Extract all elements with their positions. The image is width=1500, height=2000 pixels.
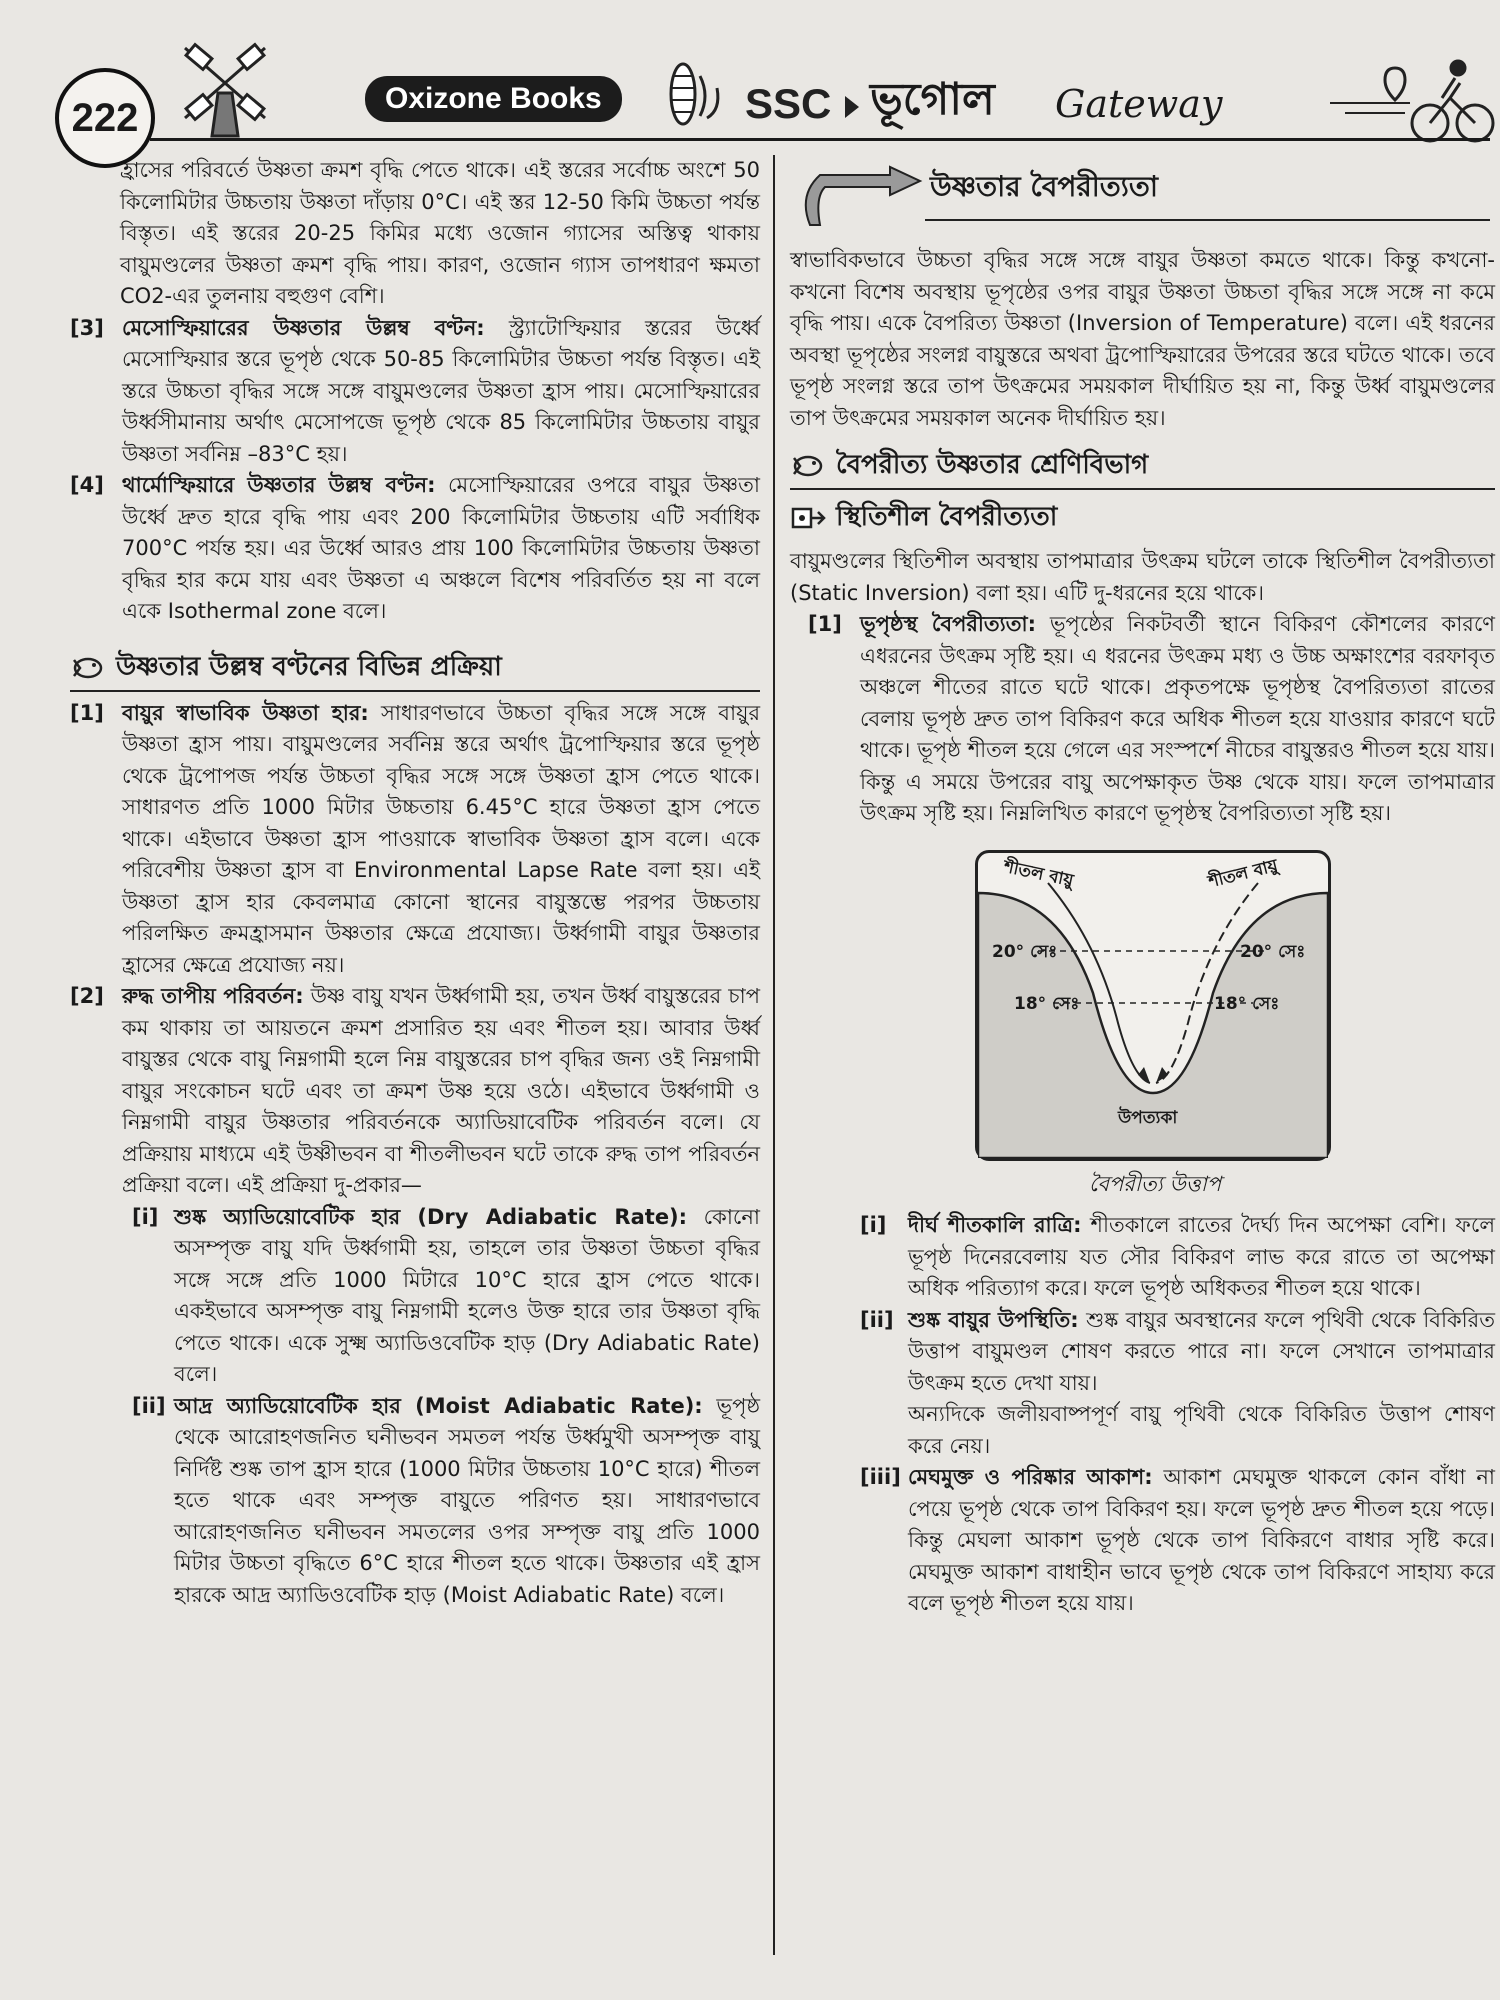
fish-icon [70,650,106,686]
sub-item-title: দীর্ঘ শীতকালি রাত্রি: [908,1213,1082,1237]
item-text: সাধারণভাবে উচ্চতা বৃদ্ধির সঙ্গে সঙ্গে বায়ুর উষ্ণতা হ্রাস পায়। বায়ুমণ্ডলের সর্বনিম্ন স্তরে অর্থাৎ ট্রপোস্ফিয়ার স্তরে ভূপৃষ্ঠ থেকে ট্রপোপজ পর্যন্ত উচ্চতা বৃদ্ধির সঙ্গে সঙ্গে উষ্ণতা হ্রাস পেতে থাকে। সাধারণত প্রতি 1000 মিটার উচ্চতায় 6.45°C হারে উষ্ণতা হ্রাস পেতে থাকে। এইভাবে উষ্ণতা হ্রাস পাওয়াকে স্বাভাবিক উষ্ণতা হ্রাস বলে। একে পরিবেশীয় উষ্ণতা হ্রাস বা Environmental Lapse Rate বলা হয়। এই উষ্ণতা হ্রাস হার কেবলমাত্র কোনো স্থানের বায়ুস্তম্ভে পরপর উচ্চতায় পরিলক্ষিত ক্রমহ্রাসমান উষ্ণতার ক্ষেত্রে প্রযোজ্য। উর্ধ্বগামী বায়ুর উষ্ণতার হ্রাসের ক্ষেত্রে প্রযোজ্য নয়। [122,700,760,977]
header-rule [150,138,1490,141]
column-divider [773,155,775,1955]
subject-title: ভূগোল [870,74,995,125]
item-text: উষ্ণ বায়ু যখন উর্ধ্বগামী হয়, তখন উর্ধ্ব বায়ুস্তরের চাপ কম থাকায় তা আয়তনে ক্রমশ প্রসারিত হয় এবং শীতল হয়। আবার উর্ধ্ব বায়ুস্তর থেকে বায়ু নিম্নগামী হলে নিম্ন বায়ুস্তরের চাপ বৃদ্ধির জন্য ওই নিম্নগামী বায়ুর সংকোচন ঘটে এবং তা ক্রমশ উষ্ণ হয়ে ওঠে। এইভাবে উর্ধ্বগামী ও নিম্নগামী বায়ুর উষ্ণতার পরিবর্তনকে অ্যাডিয়াবেটিক পরিবর্তন বলে। যে প্রক্রিয়ায় মাধ্যমে এই উষ্ণীভবন বা শীতলীভবন ঘটে তাকে রুদ্ধ তাপ পরিবর্তন প্রক্রিয়া বলে। এই প্রক্রিয়া দু-প্রকার— [122,984,760,1197]
inversion-figure [975,850,1335,1201]
sub-item-number: [i] [860,1213,887,1237]
item-number: [1] [808,612,842,636]
figure-frame [975,850,1331,1161]
section-heading [790,448,1495,490]
list-item [70,981,760,1202]
sub-item-text: ভূপৃষ্ঠ থেকে আরোহণজনিত ঘনীভবন সমতল পর্যন্ত উর্ধ্বমুখী অসম্পৃক্ত বায়ু নির্দিষ্ট শুষ্ক তাপ হ্রাস হারে (1000 মিটার উচ্চতায় 10°C হারে) শীতল হতে থাকে এবং সম্পৃক্ত বায়ুতে পরিণত হয়। সাধারণভাবে আরোহণজনিত ঘনীভবন সমতলের ওপর সম্পৃক্ত বায়ু প্রতি 1000 মিটার উচ্চতা বৃদ্ধিতে 6°C হারে শীতল হতে থাকে। উষ্ণতার এই হ্রাস হারকে আদ্র অ্যাডিওবেটিক হাড় (Moist Adiabatic Rate) বলে। [174,1393,761,1607]
sub-item-text: শুষ্ক বায়ুর অবস্থানের ফলে পৃথিবী থেকে বিকিরিত উত্তাপ বায়ুমণ্ডল শোষণ করতে পারে না। ফলে সেখানে তাপমাত্রার উৎক্রম হতে দেখা যায়। [908,1307,1495,1395]
list-item [70,698,760,982]
series-name: Gateway [1055,82,1223,126]
page-header [55,38,1485,148]
exam-label: SSC [745,80,832,127]
item-number: [3] [70,315,104,340]
section-heading [70,650,760,692]
cyclist-icon [1320,48,1495,148]
subsection-heading [790,500,1495,540]
list-item [70,470,760,628]
topic-banner [790,155,1495,239]
list-item [70,313,760,471]
temp-18-left-label: 18° সেঃ [1014,993,1080,1014]
left-column [70,155,760,1611]
fish-icon [790,448,826,484]
item-title: ভূপৃষ্ঠস্থ বৈপরীত্যতা: [860,612,1037,636]
temp-20-right-label: 20° সেঃ [1240,941,1306,962]
item-text: ভূপৃষ্ঠের নিকটবর্তী স্থানে বিকিরণ কৌশলের কারণে এধরনের উৎক্রম সৃষ্টি হয়। এ ধরনের উৎক্রম মধ্য ও উচ্চ অক্ষাংশের বরফাবৃত অঞ্চলে শীতের রাতে ঘটে থাকে। প্রকৃতপক্ষে ভূপৃষ্ঠস্থ বৈপরিত্যতা রাতের বেলায় ভূপৃষ্ঠ দ্রুত তাপ বিকিরণ করে অধিক শীতল হয়ে যাওয়ার কারণে ঘটে থাকে। ভূপৃষ্ঠ শীতল হয়ে গেলে এর সংস্পর্শে নীচের বায়ুস্তরও শীতল হয়ে যায়। কিন্তু এ সময়ে উপরের বায়ু অপেক্ষাকৃত উষ্ণ থেকে যায়। ফলে তাপমাত্রার উৎক্রম সৃষ্টি হয়। নিম্নলিখিত কারণে ভূপৃষ্ঠস্থ বৈপরিত্যতা সৃষ্টি হয়। [860,612,1495,825]
static-paragraph: বায়ুমণ্ডলের স্থিতিশীল অবস্থায় তাপমাত্রার উৎক্রম ঘটলে তাকে স্থিতিশীল বৈপরীত্যতা (Static Inversion) বলা হয়। এটি দু-ধরনের হয়ে থাকে। [790,549,1495,605]
sub-item-text: অন্যদিকে জলীয়বাষ্পপূর্ণ বায়ু পৃথিবী থেকে বিকিরিত উত্তাপ শোষণ করে নেয়। [908,1402,1495,1458]
sub-item-text: কোনো অসম্পৃক্ত বায়ু যদি উর্ধ্বগামী হয়, তাহলে তার উষ্ণতা উচ্চতা বৃদ্ধির সঙ্গে সঙ্গে প্রতি 1000 মিটারে 10°C হারে হ্রাস পেতে থাকে। একইভাবে অসম্পৃক্ত বায়ু নিম্নগামী হলেও উক্ত হারে তার উষ্ণতা বৃদ্ধি পেতে থাকে। একে সুক্ষ্ম অ্যাডিওবেটিক হাড় (Dry Adiabatic Rate) বলে। [174,1204,760,1386]
figure-caption: বৈপরীত্য উত্তাপ [1088,1171,1222,1196]
item-text: মেসোস্ফিয়ারের ওপরে বায়ুর উষ্ণতা উর্ধ্বে দ্রুত হারে বৃদ্ধি পায় এবং 200 কিলোমিটার উচ্চতায় এটি সর্বাধিক 700°C পর্যন্ত হয়। এর উর্ধ্বে আরও প্রায় 100 কিলোমিটার উচ্চতায় উষ্ণতা বৃদ্ধির হার কমে যায় এবং উষ্ণতা এ অঞ্চলে বিশেষ পরিবর্তিত হয় না বলে একে Isothermal zone বলে। [122,473,760,623]
valley-label: উপত্যকা [1118,1107,1178,1128]
intro-paragraph: হ্রাসের পরিবর্তে উষ্ণতা ক্রমশ বৃদ্ধি পেতে থাকে। এই স্তরের সর্বোচ্চ অংশে 50 কিলোমিটার উচ্চতায় উষ্ণতা দাঁড়ায় 0°C। এই স্তর 12-50 কিমি উচ্চতা পর্যন্ত বিস্তৃত। এই স্তরের 20-25 কিমির মধ্যে ওজোন গ্যাসের অস্তিত্ব থাকায় বায়ুমণ্ডলের উষ্ণতা ক্রমশ বৃদ্ধি পায়। কারণ, ওজোন গ্যাস তাপধারণ ক্ষমতা CO2-এর তুলনায় বহুগুণ বেশি। [120,158,760,308]
item-number: [2] [70,984,104,1008]
temp-20-left-label: 20° সেঃ [992,941,1058,962]
subsection-heading-text: স্থিতিশীল বৈপরীত্যতা [836,502,1058,533]
sub-item-number: [ii] [132,1393,166,1418]
sub-item-number: [i] [132,1204,159,1229]
sub-item-title: শুষ্ক বায়ুর উপস্থিতি: [908,1307,1079,1332]
sub-item-title: শুষ্ক অ্যাডিয়োবেটিক হার (Dry Adiabatic Rate): [174,1204,688,1229]
tag-arrow-icon [790,500,826,536]
item-title: রুদ্ধ তাপীয় পরিবর্তন: [122,984,304,1008]
banner-paragraph: স্বাভাবিকভাবে উচ্চতা বৃদ্ধির সঙ্গে সঙ্গে বায়ুর উষ্ণতা কমতে থাকে। কিন্তু কখনো-কখনো বিশেষ অবস্থায় ভূপৃষ্ঠের ওপর বায়ুর উষ্ণতা উচ্চতা বৃদ্ধির সঙ্গে সঙ্গে না কমে বৃদ্ধি পায়। একে বৈপরিত্য উষ্ণতা (Inversion of Temperature) বলে। এই ধরনের অবস্থা ভূপৃষ্ঠের সংলগ্ন বায়ুস্তরে অথবা ট্রপোস্ফিয়ারের উপরের স্তরে ঘটতে থাকে। তবে ভূপৃষ্ঠ সংলগ্ন স্তরে তাপ উৎক্রমের সময়কাল দীর্ঘায়িত হয় না, কিন্তু উর্ধ্ব বায়ুমণ্ডলের তাপ উৎক্রমের সময়কাল অনেক দীর্ঘায়িত হয়। [790,248,1495,430]
section-heading-text: বৈপরীত্য উষ্ণতার শ্রেণিবিভাগ [836,450,1149,481]
sub-item [860,1462,1495,1620]
windmill-icon [170,38,280,138]
list-item [790,609,1495,830]
brand-badge: Oxizone Books [365,76,622,122]
sub-item [860,1305,1495,1463]
banner-rule [925,219,1490,221]
cold-air-right-label: শীতল বায়ু [1206,855,1280,892]
item-number: [4] [70,473,104,497]
right-column [790,155,1495,1620]
section-heading-text: উষ্ণতার উল্লম্ব বণ্টনের বিভিন্ন প্রক্রিয়া [116,651,502,682]
temp-18-right-label: 18° সেঃ [1214,993,1280,1014]
item-title: থার্মোস্ফিয়ারে উষ্ণতার উল্লম্ব বণ্টন: [122,473,436,497]
item-title: মেসোস্ফিয়ারের উষ্ণতার উল্লম্ব বণ্টন: [122,315,485,340]
item-text: স্ট্র্যাটোস্ফিয়ার স্তরের উর্ধ্বে মেসোস্ফিয়ার স্তরে ভূপৃষ্ঠ থেকে 50-85 কিলোমিটার উচ্চতা পর্যন্ত বিস্তৃত। এই স্তরে উচ্চতা বৃদ্ধির সঙ্গে সঙ্গে বায়ুমণ্ডলের উষ্ণতা হ্রাস পায়। মেসোস্ফিয়ারের উর্ধ্বসীমানায় অর্থাৎ মেসোপজে ভূপৃষ্ঠ থেকে 85 কিলোমিটার উচ্চতায় বায়ুর উষ্ণতা সর্বনিম্ন –83°C হয়। [122,315,760,466]
sub-item [132,1391,760,1612]
sub-item [132,1202,760,1391]
sub-item-title: মেঘমুক্ত ও পরিষ্কার আকাশ: [908,1465,1153,1489]
sub-item [860,1210,1495,1305]
sub-item-text: আকাশ মেঘমুক্ত থাকলে কোন বাঁধা না পেয়ে ভূপৃষ্ঠ থেকে তাপ বিকিরণ হয়। ফলে ভূপৃষ্ঠ দ্রুত শীতল হয়ে পড়ে। কিন্তু মেঘলা আকাশ ভূপৃষ্ঠ থেকে তাপ বিকিরণে বাধার সৃষ্টি করে। মেঘমুক্ত আকাশ বাধাহীন ভাবে ভূপৃষ্ঠ থেকে তাপ বিকিরণে সাহায্য করে বলে ভূপৃষ্ঠ শীতল হয়ে যায়। [908,1465,1495,1615]
item-title: বায়ুর স্বাভাবিক উষ্ণতা হার: [122,700,369,725]
item-number: [1] [70,700,104,725]
sub-item-number: [iii] [860,1465,901,1489]
sub-item-text: শীতকালে রাতের দৈর্ঘ্য দিন অপেক্ষা বেশি। ফলে ভূপৃষ্ঠ দিনেরবেলায় যত সৌর বিকিরণ লাভ করে রাতে তা অপেক্ষা অধিক পরিত্যাগ করে। ফলে ভূপৃষ্ঠ অধিকতর শীতল হয়ে থাকে। [908,1213,1495,1300]
corn-logo-icon [655,56,725,136]
banner-shape-icon [790,155,930,239]
banner-title: উষ্ণতার বৈপরীত্যতা [930,170,1158,203]
cold-air-left-label: শীতল বায়ু [1001,856,1076,891]
play-arrow-icon [845,96,859,118]
sub-item-number: [ii] [860,1307,894,1332]
sub-item-title: আদ্র অ্যাডিয়োবেটিক হার (Moist Adiabatic Rate): [174,1393,703,1418]
page-number: 222 [55,68,155,168]
